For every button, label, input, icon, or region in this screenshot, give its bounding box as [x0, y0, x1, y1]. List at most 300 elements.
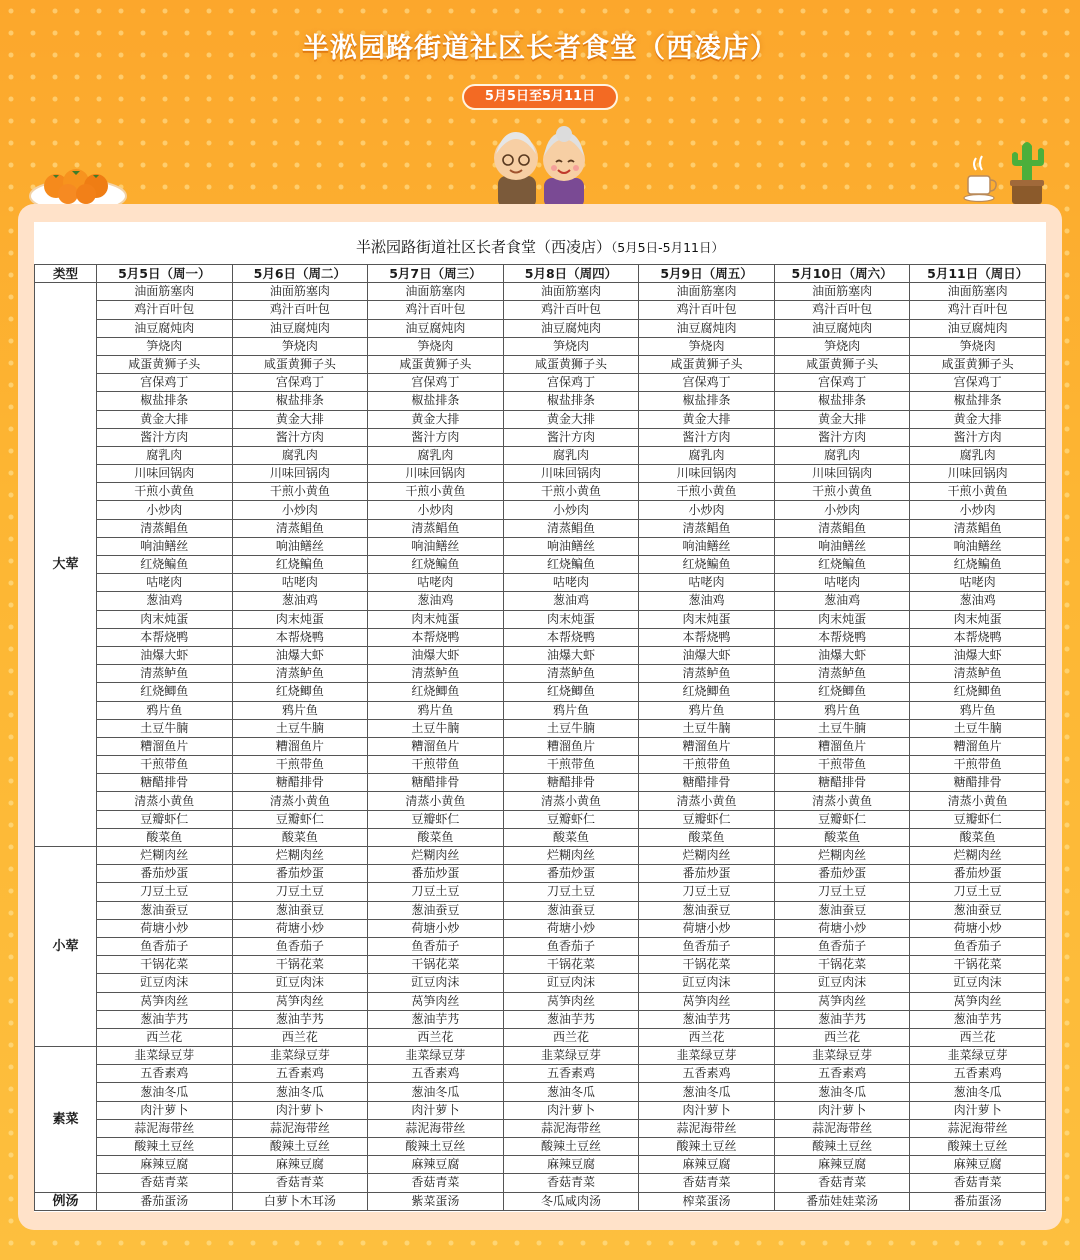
table-row	[35, 392, 1046, 410]
dish-cell: 酸辣土豆丝	[639, 1138, 775, 1156]
dish-cell: 响油鳝丝	[503, 537, 639, 555]
day-column-header: 5月6日（周二）	[232, 265, 368, 283]
dish-cell: 蒜泥海带丝	[774, 1119, 910, 1137]
soup-cell: 白萝卜木耳汤	[232, 1192, 368, 1210]
dish-cell: 番茄炒蛋	[368, 865, 504, 883]
dish-cell: 刀豆土豆	[774, 883, 910, 901]
dish-cell: 油爆大虾	[639, 646, 775, 664]
dish-cell: 红烧鳊鱼	[232, 556, 368, 574]
dish-cell: 本帮烧鸭	[639, 628, 775, 646]
dish-cell: 本帮烧鸭	[368, 628, 504, 646]
dish-cell: 笋烧肉	[503, 337, 639, 355]
dish-cell: 肉末炖蛋	[503, 610, 639, 628]
dish-cell: 葱油鸡	[774, 592, 910, 610]
dish-cell: 葱油蚕豆	[910, 901, 1046, 919]
dish-cell: 红烧鳊鱼	[910, 556, 1046, 574]
dish-cell: 香菇青菜	[910, 1174, 1046, 1192]
dish-cell: 清蒸小黄鱼	[368, 792, 504, 810]
dish-cell: 响油鳝丝	[232, 537, 368, 555]
dish-cell: 葱油鸡	[97, 592, 233, 610]
table-row	[35, 1047, 1046, 1065]
dish-cell: 咕咾肉	[97, 574, 233, 592]
table-row	[35, 1119, 1046, 1137]
dish-cell: 肉末炖蛋	[368, 610, 504, 628]
dish-cell: 油面筋塞肉	[232, 283, 368, 301]
dish-cell: 笋烧肉	[232, 337, 368, 355]
dish-cell: 清蒸鲈鱼	[774, 665, 910, 683]
dish-cell: 响油鳝丝	[910, 537, 1046, 555]
table-row	[35, 1156, 1046, 1174]
soup-cell: 番茄娃娃菜汤	[774, 1192, 910, 1210]
dish-cell: 肉末炖蛋	[232, 610, 368, 628]
dish-cell: 蒜泥海带丝	[503, 1119, 639, 1137]
dish-cell: 五香素鸡	[910, 1065, 1046, 1083]
dish-cell: 小炒肉	[639, 501, 775, 519]
dish-cell: 豆瓣虾仁	[910, 810, 1046, 828]
dish-cell: 糖醋排骨	[774, 774, 910, 792]
dish-cell: 油爆大虾	[774, 646, 910, 664]
dish-cell: 韭菜绿豆芽	[232, 1047, 368, 1065]
dish-cell: 宫保鸡丁	[368, 374, 504, 392]
dish-cell: 麻辣豆腐	[910, 1156, 1046, 1174]
day-column-header: 5月8日（周四）	[503, 265, 639, 283]
dish-cell: 干煎带鱼	[97, 756, 233, 774]
dish-cell: 鸦片鱼	[910, 701, 1046, 719]
dish-cell: 腐乳肉	[910, 446, 1046, 464]
dish-cell: 红烧鳊鱼	[97, 556, 233, 574]
dish-cell: 蒜泥海带丝	[97, 1119, 233, 1137]
dish-cell: 清蒸鲳鱼	[232, 519, 368, 537]
dish-cell: 鸡汁百叶包	[910, 301, 1046, 319]
dish-cell: 红烧鳊鱼	[639, 556, 775, 574]
dish-cell: 本帮烧鸭	[97, 628, 233, 646]
dish-cell: 油面筋塞肉	[774, 283, 910, 301]
table-row	[35, 537, 1046, 555]
dish-cell: 笋烧肉	[774, 337, 910, 355]
dish-cell: 鸡汁百叶包	[639, 301, 775, 319]
dish-cell: 本帮烧鸭	[503, 628, 639, 646]
dish-cell: 葱油芋艿	[503, 1010, 639, 1028]
dish-cell: 清蒸鲳鱼	[368, 519, 504, 537]
dish-cell: 葱油鸡	[232, 592, 368, 610]
dish-cell: 腐乳肉	[97, 446, 233, 464]
table-row	[35, 355, 1046, 373]
dish-cell: 葱油芋艿	[368, 1010, 504, 1028]
dish-cell: 腐乳肉	[368, 446, 504, 464]
dish-cell: 红烧鲫鱼	[639, 683, 775, 701]
dish-cell: 小炒肉	[503, 501, 639, 519]
dish-cell: 刀豆土豆	[910, 883, 1046, 901]
dish-cell: 豇豆肉沫	[639, 974, 775, 992]
dish-cell: 椒盐排条	[232, 392, 368, 410]
dish-cell: 清蒸小黄鱼	[503, 792, 639, 810]
table-row	[35, 992, 1046, 1010]
dish-cell: 土豆牛腩	[503, 719, 639, 737]
dish-cell: 咕咾肉	[910, 574, 1046, 592]
dish-cell: 莴笋肉丝	[368, 992, 504, 1010]
dish-cell: 油面筋塞肉	[910, 283, 1046, 301]
dish-cell: 红烧鲫鱼	[97, 683, 233, 701]
table-row	[35, 319, 1046, 337]
dish-cell: 葱油鸡	[368, 592, 504, 610]
dish-cell: 肉末炖蛋	[639, 610, 775, 628]
dish-cell: 清蒸小黄鱼	[232, 792, 368, 810]
dish-cell: 葱油蚕豆	[774, 901, 910, 919]
table-row	[35, 1101, 1046, 1119]
dish-cell: 荷塘小炒	[97, 919, 233, 937]
dish-cell: 干煎小黄鱼	[639, 483, 775, 501]
dish-cell: 椒盐排条	[368, 392, 504, 410]
dish-cell: 红烧鲫鱼	[232, 683, 368, 701]
dish-cell: 荷塘小炒	[774, 919, 910, 937]
dish-cell: 黄金大排	[368, 410, 504, 428]
dish-cell: 腐乳肉	[503, 446, 639, 464]
dish-cell: 笋烧肉	[368, 337, 504, 355]
dish-cell: 酸辣土豆丝	[503, 1138, 639, 1156]
dish-cell: 西兰花	[639, 1028, 775, 1046]
dish-cell: 黄金大排	[639, 410, 775, 428]
dish-cell: 葱油蚕豆	[368, 901, 504, 919]
table-row	[35, 628, 1046, 646]
table-row	[35, 974, 1046, 992]
dish-cell: 干煎带鱼	[368, 756, 504, 774]
dish-cell: 葱油蚕豆	[97, 901, 233, 919]
dish-cell: 糟溜鱼片	[368, 737, 504, 755]
dish-cell: 豇豆肉沫	[774, 974, 910, 992]
table-row	[35, 501, 1046, 519]
dish-cell: 干煎小黄鱼	[774, 483, 910, 501]
dish-cell: 咸蛋黄狮子头	[910, 355, 1046, 373]
sheet-title	[34, 236, 1046, 256]
dish-cell: 椒盐排条	[503, 392, 639, 410]
weekly-menu-table	[34, 264, 1046, 1211]
dish-cell: 腐乳肉	[774, 446, 910, 464]
dish-cell: 干煎带鱼	[774, 756, 910, 774]
dish-cell: 豇豆肉沫	[97, 974, 233, 992]
dish-cell: 西兰花	[774, 1028, 910, 1046]
table-row	[35, 701, 1046, 719]
dish-cell: 蒜泥海带丝	[232, 1119, 368, 1137]
dish-cell: 糟溜鱼片	[97, 737, 233, 755]
table-row	[35, 683, 1046, 701]
dish-cell: 咕咾肉	[774, 574, 910, 592]
soup-cell: 番茄蛋汤	[97, 1192, 233, 1210]
dish-cell: 烂糊肉丝	[639, 847, 775, 865]
dish-cell: 油豆腐炖肉	[503, 319, 639, 337]
dish-cell: 油豆腐炖肉	[368, 319, 504, 337]
dish-cell: 烂糊肉丝	[368, 847, 504, 865]
dish-cell: 小炒肉	[232, 501, 368, 519]
dish-cell: 肉汁萝卜	[503, 1101, 639, 1119]
table-row	[35, 410, 1046, 428]
dish-cell: 五香素鸡	[97, 1065, 233, 1083]
dish-cell: 肉末炖蛋	[97, 610, 233, 628]
dish-cell: 韭菜绿豆芽	[774, 1047, 910, 1065]
dish-cell: 番茄炒蛋	[774, 865, 910, 883]
dish-cell: 番茄炒蛋	[503, 865, 639, 883]
table-header-row	[35, 265, 1046, 283]
dish-cell: 酸菜鱼	[97, 828, 233, 846]
dish-cell: 干锅花菜	[503, 956, 639, 974]
dish-cell: 咕咾肉	[232, 574, 368, 592]
dish-cell: 葱油芋艿	[97, 1010, 233, 1028]
dish-cell: 油豆腐炖肉	[774, 319, 910, 337]
dish-cell: 酱汁方肉	[232, 428, 368, 446]
dish-cell: 油爆大虾	[232, 646, 368, 664]
dish-cell: 小炒肉	[97, 501, 233, 519]
dish-cell: 干锅花菜	[639, 956, 775, 974]
dish-cell: 糟溜鱼片	[639, 737, 775, 755]
dish-cell: 麻辣豆腐	[368, 1156, 504, 1174]
dish-cell: 干煎带鱼	[503, 756, 639, 774]
dish-cell: 本帮烧鸭	[232, 628, 368, 646]
table-row	[35, 665, 1046, 683]
date-range-badge: 5月5日至5月11日	[462, 84, 618, 110]
table-row	[35, 646, 1046, 664]
dish-cell: 麻辣豆腐	[232, 1156, 368, 1174]
dish-cell: 干煎带鱼	[639, 756, 775, 774]
dish-cell: 干煎小黄鱼	[503, 483, 639, 501]
dish-cell: 五香素鸡	[368, 1065, 504, 1083]
dish-cell: 咸蛋黄狮子头	[503, 355, 639, 373]
dish-cell: 酸菜鱼	[503, 828, 639, 846]
type-column-header: 类型	[35, 265, 97, 283]
dish-cell: 肉末炖蛋	[774, 610, 910, 628]
dish-cell: 肉末炖蛋	[910, 610, 1046, 628]
dish-cell: 豇豆肉沫	[910, 974, 1046, 992]
dish-cell: 干煎小黄鱼	[97, 483, 233, 501]
dish-cell: 荷塘小炒	[232, 919, 368, 937]
dish-cell: 香菇青菜	[368, 1174, 504, 1192]
dish-cell: 烂糊肉丝	[774, 847, 910, 865]
dish-cell: 葱油蚕豆	[232, 901, 368, 919]
dish-cell: 麻辣豆腐	[774, 1156, 910, 1174]
dish-cell: 肉汁萝卜	[368, 1101, 504, 1119]
dish-cell: 五香素鸡	[232, 1065, 368, 1083]
table-row	[35, 1065, 1046, 1083]
dish-cell: 韭菜绿豆芽	[639, 1047, 775, 1065]
dish-cell: 豆瓣虾仁	[232, 810, 368, 828]
dish-cell: 川味回锅肉	[910, 465, 1046, 483]
dish-cell: 酸辣土豆丝	[232, 1138, 368, 1156]
dish-cell: 肉汁萝卜	[97, 1101, 233, 1119]
table-row	[35, 428, 1046, 446]
table-row	[35, 919, 1046, 937]
dish-cell: 莴笋肉丝	[97, 992, 233, 1010]
dish-cell: 肉汁萝卜	[910, 1101, 1046, 1119]
dish-cell: 黄金大排	[503, 410, 639, 428]
dish-cell: 咕咾肉	[503, 574, 639, 592]
table-row	[35, 937, 1046, 955]
dish-cell: 红烧鳊鱼	[774, 556, 910, 574]
dish-cell: 清蒸鲈鱼	[639, 665, 775, 683]
dish-cell: 香菇青菜	[774, 1174, 910, 1192]
dish-cell: 糟溜鱼片	[910, 737, 1046, 755]
dish-cell: 椒盐排条	[97, 392, 233, 410]
day-column-header: 5月5日（周一）	[97, 265, 233, 283]
dish-cell: 五香素鸡	[639, 1065, 775, 1083]
table-row	[35, 374, 1046, 392]
table-row	[35, 465, 1046, 483]
dish-cell: 油面筋塞肉	[97, 283, 233, 301]
dish-cell: 糟溜鱼片	[503, 737, 639, 755]
dish-cell: 麻辣豆腐	[97, 1156, 233, 1174]
dish-cell: 葱油冬瓜	[97, 1083, 233, 1101]
dish-cell: 莴笋肉丝	[503, 992, 639, 1010]
dish-cell: 清蒸鲈鱼	[97, 665, 233, 683]
dish-cell: 小炒肉	[774, 501, 910, 519]
dish-cell: 土豆牛腩	[774, 719, 910, 737]
table-row	[35, 592, 1046, 610]
dish-cell: 清蒸鲈鱼	[503, 665, 639, 683]
dish-cell: 豆瓣虾仁	[774, 810, 910, 828]
dish-cell: 番茄炒蛋	[910, 865, 1046, 883]
dish-cell: 川味回锅肉	[639, 465, 775, 483]
dish-cell: 葱油芋艿	[639, 1010, 775, 1028]
dish-cell: 西兰花	[97, 1028, 233, 1046]
dish-cell: 葱油冬瓜	[639, 1083, 775, 1101]
dish-cell: 红烧鳊鱼	[503, 556, 639, 574]
dish-cell: 鱼香茄子	[503, 937, 639, 955]
table-row	[35, 810, 1046, 828]
dish-cell: 干煎小黄鱼	[368, 483, 504, 501]
page-title: 半淞园路街道社区长者食堂（西凌店）	[302, 33, 778, 64]
dish-cell: 川味回锅肉	[232, 465, 368, 483]
dish-cell: 腐乳肉	[639, 446, 775, 464]
dish-cell: 椒盐排条	[639, 392, 775, 410]
dish-cell: 韭菜绿豆芽	[910, 1047, 1046, 1065]
dish-cell: 豇豆肉沫	[503, 974, 639, 992]
dish-cell: 鸦片鱼	[639, 701, 775, 719]
dish-cell: 土豆牛腩	[639, 719, 775, 737]
dish-cell: 清蒸小黄鱼	[639, 792, 775, 810]
dish-cell: 咸蛋黄狮子头	[97, 355, 233, 373]
dish-cell: 清蒸鲳鱼	[910, 519, 1046, 537]
dish-cell: 香菇青菜	[232, 1174, 368, 1192]
dish-cell: 鱼香茄子	[232, 937, 368, 955]
dish-cell: 黄金大排	[97, 410, 233, 428]
category-cell: 大荤	[35, 283, 97, 847]
dish-cell: 响油鳝丝	[639, 537, 775, 555]
dish-cell: 酸菜鱼	[232, 828, 368, 846]
dish-cell: 西兰花	[232, 1028, 368, 1046]
dish-cell: 干锅花菜	[774, 956, 910, 974]
table-row	[35, 956, 1046, 974]
dish-cell: 鸦片鱼	[232, 701, 368, 719]
dish-cell: 糖醋排骨	[639, 774, 775, 792]
dish-cell: 酱汁方肉	[910, 428, 1046, 446]
day-column-header: 5月11日（周日）	[910, 265, 1046, 283]
dish-cell: 酸辣土豆丝	[97, 1138, 233, 1156]
dish-cell: 黄金大排	[232, 410, 368, 428]
dish-cell: 酱汁方肉	[774, 428, 910, 446]
table-row	[35, 719, 1046, 737]
dish-cell: 黄金大排	[774, 410, 910, 428]
dish-cell: 清蒸小黄鱼	[97, 792, 233, 810]
dish-cell: 酸菜鱼	[639, 828, 775, 846]
dish-cell: 葱油冬瓜	[503, 1083, 639, 1101]
dish-cell: 宫保鸡丁	[97, 374, 233, 392]
dish-cell: 笋烧肉	[639, 337, 775, 355]
dish-cell: 土豆牛腩	[232, 719, 368, 737]
day-column-header: 5月9日（周五）	[639, 265, 775, 283]
dish-cell: 鸦片鱼	[368, 701, 504, 719]
dish-cell: 莴笋肉丝	[232, 992, 368, 1010]
dish-cell: 清蒸鲳鱼	[639, 519, 775, 537]
dish-cell: 清蒸鲳鱼	[503, 519, 639, 537]
dish-cell: 蒜泥海带丝	[368, 1119, 504, 1137]
dish-cell: 荷塘小炒	[368, 919, 504, 937]
dish-cell: 油爆大虾	[368, 646, 504, 664]
table-row	[35, 1010, 1046, 1028]
table-row	[35, 1028, 1046, 1046]
table-row	[35, 519, 1046, 537]
dish-cell: 葱油鸡	[503, 592, 639, 610]
dish-cell: 鸡汁百叶包	[232, 301, 368, 319]
dish-cell: 宫保鸡丁	[232, 374, 368, 392]
dish-cell: 豇豆肉沫	[368, 974, 504, 992]
dish-cell: 五香素鸡	[774, 1065, 910, 1083]
dish-cell: 鱼香茄子	[639, 937, 775, 955]
soup-cell: 番茄蛋汤	[910, 1192, 1046, 1210]
dish-cell: 西兰花	[910, 1028, 1046, 1046]
dish-cell: 红烧鳊鱼	[368, 556, 504, 574]
dish-cell: 蒜泥海带丝	[910, 1119, 1046, 1137]
dish-cell: 葱油冬瓜	[774, 1083, 910, 1101]
dish-cell: 酸辣土豆丝	[368, 1138, 504, 1156]
dish-cell: 番茄炒蛋	[97, 865, 233, 883]
dish-cell: 豆瓣虾仁	[368, 810, 504, 828]
dish-cell: 酸辣土豆丝	[910, 1138, 1046, 1156]
dish-cell: 莴笋肉丝	[639, 992, 775, 1010]
table-row	[35, 1138, 1046, 1156]
dish-cell: 糖醋排骨	[503, 774, 639, 792]
soup-row	[35, 1192, 1046, 1210]
soup-cell: 榨菜蛋汤	[639, 1192, 775, 1210]
dish-cell: 油面筋塞肉	[368, 283, 504, 301]
category-cell: 素菜	[35, 1047, 97, 1193]
dish-cell: 清蒸鲈鱼	[368, 665, 504, 683]
dish-cell: 韭菜绿豆芽	[368, 1047, 504, 1065]
dish-cell: 本帮烧鸭	[910, 628, 1046, 646]
day-column-header: 5月10日（周六）	[774, 265, 910, 283]
dish-cell: 番茄炒蛋	[639, 865, 775, 883]
category-cell: 小荤	[35, 847, 97, 1047]
cactus-plant-icon	[1004, 134, 1050, 206]
dish-cell: 酱汁方肉	[97, 428, 233, 446]
dish-cell: 蒜泥海带丝	[639, 1119, 775, 1137]
dish-cell: 笋烧肉	[910, 337, 1046, 355]
dish-cell: 烂糊肉丝	[503, 847, 639, 865]
table-row	[35, 828, 1046, 846]
dish-cell: 清蒸鲳鱼	[97, 519, 233, 537]
dish-cell: 糖醋排骨	[97, 774, 233, 792]
dish-cell: 红烧鲫鱼	[774, 683, 910, 701]
dish-cell: 葱油冬瓜	[368, 1083, 504, 1101]
dish-cell: 椒盐排条	[910, 392, 1046, 410]
sheet-date-range: （5月5日-5月11日）	[610, 240, 725, 255]
table-row	[35, 792, 1046, 810]
dish-cell: 干锅花菜	[97, 956, 233, 974]
dish-cell: 清蒸鲳鱼	[774, 519, 910, 537]
dish-cell: 烂糊肉丝	[910, 847, 1046, 865]
coffee-cup-icon	[962, 154, 1000, 204]
dish-cell: 土豆牛腩	[368, 719, 504, 737]
soup-cell: 紫菜蛋汤	[368, 1192, 504, 1210]
dish-cell: 油面筋塞肉	[503, 283, 639, 301]
dish-cell: 肉汁萝卜	[639, 1101, 775, 1119]
table-row	[35, 1083, 1046, 1101]
